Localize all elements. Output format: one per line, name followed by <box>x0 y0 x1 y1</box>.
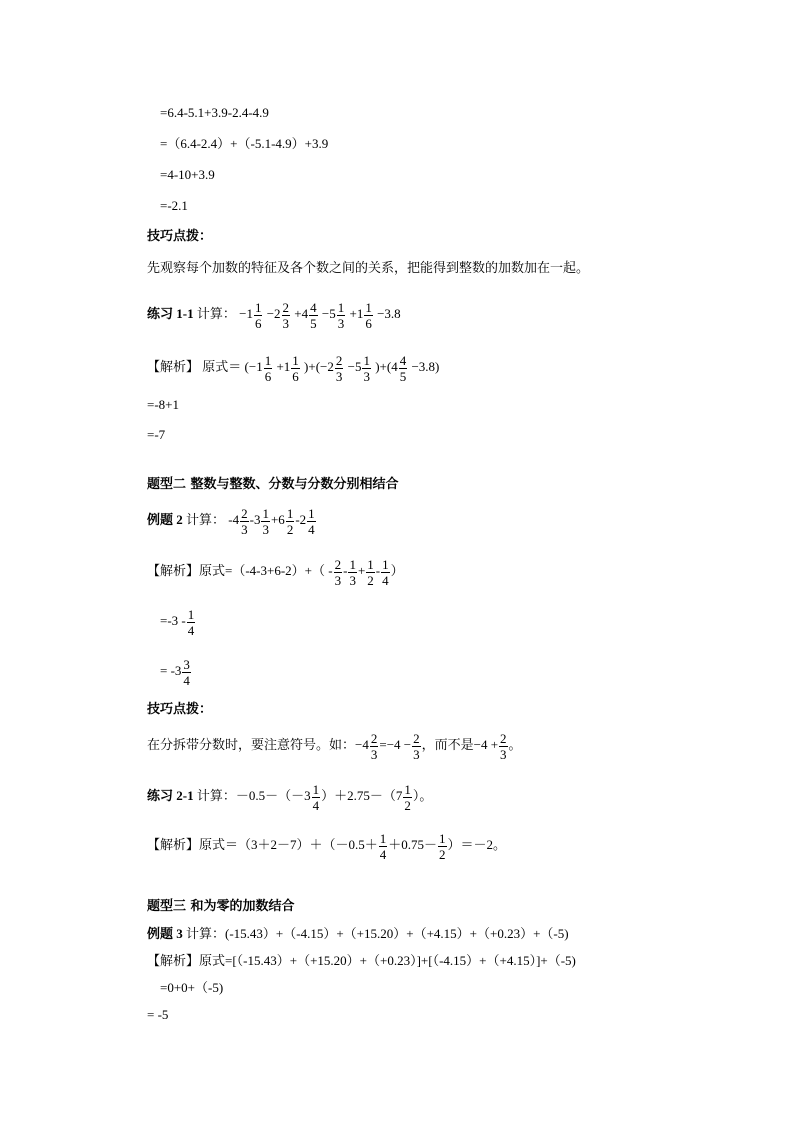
solution-label: 【解析】 <box>147 954 200 969</box>
tip-body: 在分拆带分数时，要注意符号。如：−4 $\frac{2}{3}$ =−4 − $\frac{2}{3}$ ，而不是−4 + $\frac{2}{3}$ 。 <box>147 730 522 762</box>
fraction: $\frac{2}{3}$ <box>335 352 343 384</box>
solution-2 <box>147 551 404 591</box>
fraction: $\frac{1}{2}$ <box>286 505 294 537</box>
math-term: (−1 <box>244 359 263 374</box>
solution-1-1 <box>147 347 439 387</box>
fraction: $\frac{2}{3}$ <box>334 556 342 588</box>
step-line: = -5 <box>147 1007 169 1022</box>
step-line <box>160 601 196 641</box>
solution-label: 【解析】 <box>147 564 200 579</box>
fraction: $\frac{1}{2}$ <box>404 781 411 813</box>
step-line: =-2.1 <box>160 198 188 213</box>
math-term: −5 <box>347 359 362 374</box>
fraction: $\frac{3}{4}$ <box>183 656 190 688</box>
fraction: $\frac{2}{3}$ <box>370 730 378 762</box>
math-term: −2 <box>266 306 281 321</box>
math-term: = -3 <box>160 663 182 678</box>
solution-label: 【解析】 <box>147 360 200 375</box>
math-term: ） <box>390 563 404 578</box>
math-term: −3.8) <box>411 359 440 374</box>
math-term: - <box>375 563 381 578</box>
math-term: +6 <box>270 512 285 527</box>
math-term: )+(4 <box>375 359 398 374</box>
section-heading: 题型三 和为零的加数结合 <box>147 899 295 914</box>
exercise-2-1: 练习 2-1 计算：－0.5－（－3 $\frac{1}{4}$ ）＋2.75－（7 $\frac{1}{2}$ ）。 <box>147 781 433 813</box>
math-term: -2 <box>295 512 307 527</box>
fraction: $\frac{1}{4}$ <box>379 830 387 862</box>
math-term: -4 <box>228 512 240 527</box>
fraction: $\frac{1}{2}$ <box>367 556 374 588</box>
math-term: −4 + <box>473 737 499 752</box>
fraction: $\frac{1}{6}$ <box>254 299 262 331</box>
step-line: =6.4-5.1+3.9-2.4-4.9 <box>160 105 269 120</box>
fraction: $\frac{1}{3}$ <box>262 505 269 537</box>
math-term: −3.8 <box>377 306 401 321</box>
fraction: $\frac{1}{2}$ <box>439 830 446 862</box>
solution-prefix: 原式＝ <box>202 360 242 375</box>
math-term: + <box>357 563 366 578</box>
exercise-label: 练习 2-1 <box>147 788 194 803</box>
solution-prefix: 原式=（-4-3+6-2）+（ <box>199 563 325 578</box>
math-term: +1 <box>349 306 364 321</box>
fraction: $\frac{1}{4}$ <box>187 606 195 638</box>
math-term: −1 <box>239 306 253 321</box>
fraction: $\frac{1}{3}$ <box>337 299 345 331</box>
step-line: =-8+1 <box>147 397 179 412</box>
solution-2-1: 【解析】原式＝（3＋2－7）＋（－0.5＋ $\frac{1}{4}$ ＋0.75－ $\frac{1}{2}$ ）＝－2。 <box>147 830 507 862</box>
step-line: =4-10+3.9 <box>160 167 215 182</box>
math-term: +4 <box>294 306 309 321</box>
fraction: $\frac{1}{4}$ <box>312 781 320 813</box>
tip-title: 技巧点拨： <box>147 702 213 717</box>
fraction: $\frac{4}{5}$ <box>310 299 317 331</box>
step-line <box>160 651 192 691</box>
solution-3: 【解析】原式=[（-15.43）+（+15.20）+（+0.23）]+[（-4.15）+（+4.15）]+（-5) <box>147 953 576 969</box>
math-term: −4 <box>355 737 369 752</box>
step-line: =（6.4-2.4）+（-5.1-4.9）+3.9 <box>160 136 329 151</box>
example-label: 例题 2 <box>147 512 183 527</box>
fraction: $\frac{2}{3}$ <box>241 505 248 537</box>
step-line: =-7 <box>147 427 166 442</box>
fraction: $\frac{1}{3}$ <box>363 352 370 384</box>
example-2 <box>147 500 317 540</box>
math-term: −5 <box>321 306 336 321</box>
math-term: =−4 − <box>379 737 412 752</box>
fraction: $\frac{1}{3}$ <box>349 556 356 588</box>
fraction: $\frac{1}{4}$ <box>382 556 389 588</box>
math-term: )+(−2 <box>304 359 334 374</box>
tip-title: 技巧点拨： <box>147 229 213 244</box>
exercise-label: 练习 1-1 <box>147 306 194 321</box>
fraction: $\frac{1}{6}$ <box>264 352 272 384</box>
example-3: 例题 3 计算：(-15.43）+（-4.15）+（+15.20）+（+4.15）+（+0.23）+（-5) <box>147 926 569 941</box>
example-prefix: 计算： <box>186 513 226 528</box>
math-term: - <box>343 563 348 578</box>
solution-label: 【解析】 <box>147 838 200 853</box>
section-heading: 题型二 整数与整数、分数与分数分别相结合 <box>147 477 399 492</box>
exercise-1-1 <box>147 294 401 334</box>
step-line: =0+0+（-5) <box>160 980 224 995</box>
fraction: $\frac{2}{3}$ <box>282 299 290 331</box>
math-term: =-3 - <box>160 613 186 628</box>
math-term: -3 <box>249 512 261 527</box>
math-term: +1 <box>276 359 291 374</box>
tip-body: 先观察每个加数的特征及各个数之间的关系，把能得到整数的加数加在一起。 <box>147 261 590 276</box>
fraction: $\frac{2}{3}$ <box>413 730 420 762</box>
exercise-prefix: 计算： <box>196 307 236 322</box>
math-term: - <box>328 563 333 578</box>
fraction: $\frac{2}{3}$ <box>500 730 507 762</box>
fraction: $\frac{1}{6}$ <box>292 352 299 384</box>
fraction: $\frac{4}{5}$ <box>399 352 407 384</box>
fraction: $\frac{1}{4}$ <box>308 505 315 537</box>
fraction: $\frac{1}{6}$ <box>365 299 372 331</box>
example-label: 例题 3 <box>147 926 183 941</box>
